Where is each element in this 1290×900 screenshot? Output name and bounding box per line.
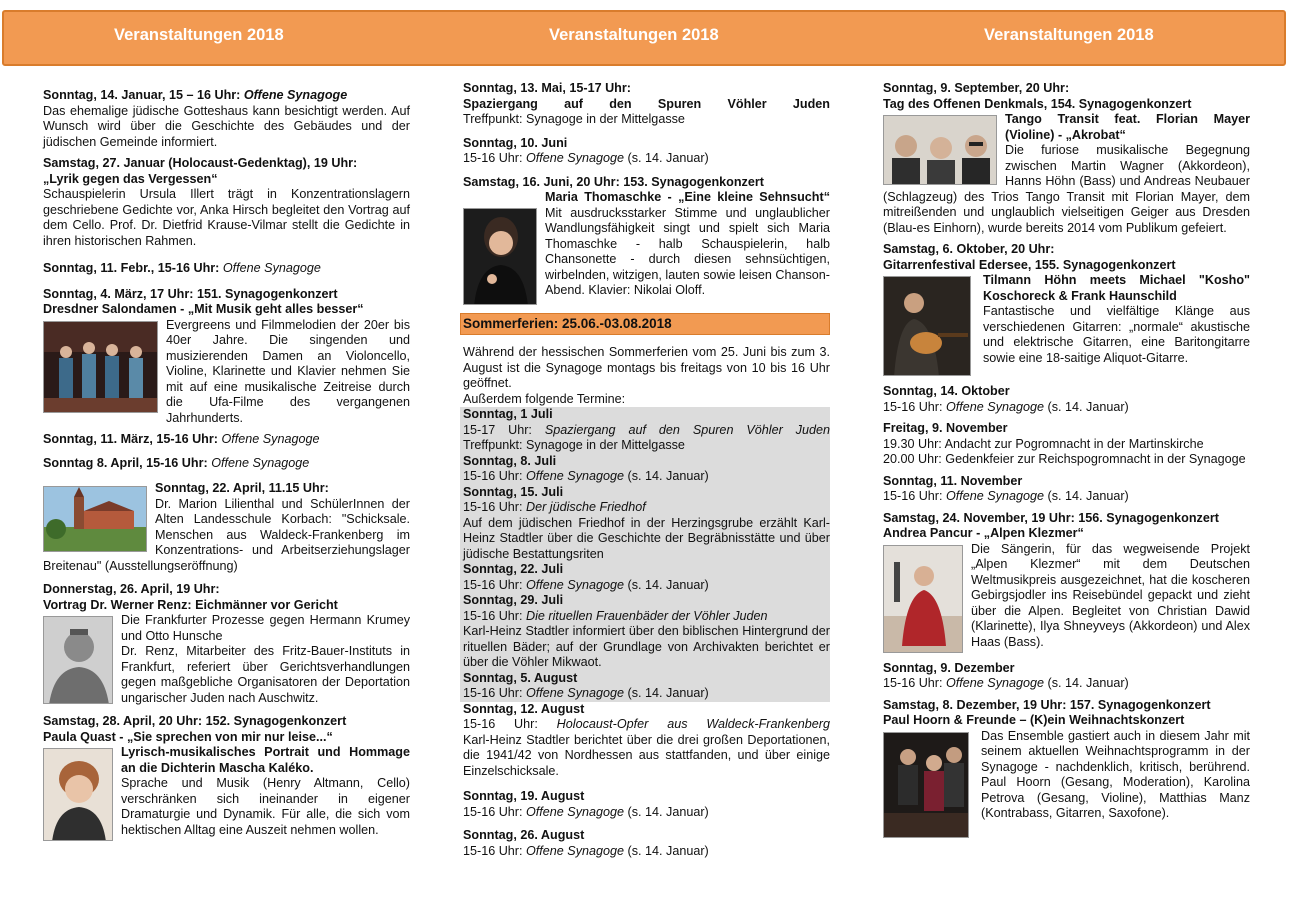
event-title: Der jüdische Friedhof (526, 500, 646, 514)
event-heading: Sonntag, 8. Juli (463, 453, 557, 468)
event-heading: Sonntag, 15. Juli (463, 484, 564, 499)
event-title: Tag des Offenen Denkmals, 154. Synagogenkonzert (883, 96, 1192, 111)
event-feb-11 (43, 261, 410, 277)
event-time: 15-16 Uhr: (463, 500, 526, 514)
event-time: 15-16 Uhr: (883, 399, 946, 414)
event-subtitle: Tilmann Höhn meets Michael "Kosho" Koschoreck & Frank Haunschild (983, 273, 1250, 303)
event-dec-8 (883, 698, 1250, 840)
event-description: 19.30 Uhr: Andacht zur Pogromnacht in der Martinskirche 20.00 Uhr: Gedenkfeier zur Reichspogromnacht in der Synagoge (883, 436, 1246, 466)
event-title: Offene Synagoge (526, 843, 625, 858)
event-title: Paul Hoorn & Freunde – (K)ein Weihnachtskonzert (883, 713, 1185, 727)
event-note: (s. 14. Januar) (1044, 489, 1129, 503)
event-time: 15-16 Uhr: (463, 608, 526, 623)
event-description: Die Frankfurter Prozesse gegen Hermann Krumey und Otto Hunsche Dr. Renz, Mitarbeiter des Fritz-Bauer-Instituts in Frankfurt, referiert über Gerichtsverhandlungen gegen maßgebliche Organisatoren der Deportation ungarischer Juden nach Auschwitz. (121, 613, 410, 705)
event-time: 15-16 Uhr: (463, 469, 526, 483)
event-note: (s. 14. Januar) (624, 151, 709, 165)
event-description: Das Ensemble gastiert auch in diesem Jahr mit seinem aktuellen Weihnachtsprogramm in der Synagoge - nachdenklich, kritisch, berührend. Paul Hoorn (Gesang, Moderation), Karolina Petrova (Gesang, Violine), Matthias Manz (Kontrabass, Gitarren, Saxofone). (981, 728, 1250, 820)
andrea-pancur-photo (883, 545, 963, 653)
event-title: Paula Quast - „Sie sprechen von mir nur leise...“ (43, 729, 333, 744)
event-heading: Sonntag, 11. März, 15-16 Uhr: (43, 432, 222, 446)
event-oct-14 (883, 384, 1250, 415)
event-description: Die Sängerin, für das wegweisende Projekt „Alpen Klezmer“ mit dem Deutschen Weltmusikpreis ausgezeichnet, hat die koscheren Gebirgsjodler ins Reisebündel gepackt und zieht über die Alpen. Begleitet von Christian Dawid (Klarinette), Ilya Shneyveys (Akkordeon) und Alex Haas (Bass). (971, 541, 1250, 649)
event-description: Karl-Heinz Stadtler informiert über den biblischen Hintergrund der rituellen Bäder; auf der Grundlage von Archivakten berichtet er über die Vöhler Mikwaot. (463, 624, 830, 669)
event-description: Dr. Marion Lilienthal und SchülerInnen der Alten Landesschule Korbach: "Schicksale. Menschen aus Waldeck-Frankenberg im Konzentrations- und Arbeitserziehungslager Breitenau" (Ausstellungseröffnung) (43, 496, 410, 573)
event-title: Dresdner Salondamen - „Mit Musik geht alles besser“ (43, 302, 364, 316)
event-jan-14 (43, 88, 410, 150)
event-title: Offene Synagoge (211, 455, 310, 470)
column-2 (463, 81, 830, 865)
event-heading: Sonntag, 13. Mai, 15-17 Uhr: (463, 81, 631, 95)
event-description: Das ehemalige jüdische Gotteshaus kann besichtigt werden. Auf Wunsch wird über die Geschichte des Gebäudes und der jüdischen Gemeinde informiert. (43, 103, 410, 149)
event-title: Die rituellen Frauenbäder der Vöhler Juden (526, 608, 768, 623)
event-jun-16 (463, 175, 830, 308)
event-heading: Sonntag, 22. April, 11.15 Uhr: (155, 481, 329, 495)
event-dec-9 (883, 661, 1250, 692)
event-description: Treffpunkt: Synagoge in der Mittelgasse (463, 112, 685, 126)
event-title: Offene Synagoge (526, 151, 625, 165)
event-heading: Freitag, 9. November (883, 421, 1008, 435)
event-note: (s. 14. Januar) (624, 686, 709, 700)
event-description: Schauspielerin Ursula Illert trägt in Konzentrationslagern geschriebene Gedichte vor, Anka Hirsch begleitet den Vortrag auf dem Cello. Prof. Dr. Dietfrid Krause-Vilmar stellt die Gedichte in ihren historischen Rahmen. (43, 187, 410, 248)
event-heading: Sonntag, 11. Febr., 15-16 Uhr: (43, 261, 223, 275)
event-heading: Sonntag, 12. August (463, 701, 585, 716)
event-note: (s. 14. Januar) (624, 843, 709, 858)
paul-hoorn-photo (883, 732, 969, 838)
event-heading: Sonntag, 19. August (463, 789, 585, 803)
event-heading: Sonntag, 26. August (463, 828, 585, 842)
event-jun-10 (463, 136, 830, 167)
event-title: Offene Synagoge (526, 469, 625, 483)
event-heading: Samstag, 16. Juni, 20 Uhr: 153. Synagogenkonzert (463, 174, 764, 189)
landesschule-photo (43, 486, 147, 552)
event-heading: Sonntag 8. April, 15-16 Uhr: (43, 455, 212, 470)
header-title-col1: Veranstaltungen 2018 (114, 26, 284, 44)
event-title: Offene Synagoge (526, 804, 625, 819)
event-note: (s. 14. Januar) (624, 469, 709, 483)
column-3 (883, 81, 1250, 846)
event-heading: Sonntag, 9. Dezember (883, 660, 1015, 675)
event-description: Karl-Heinz Stadtler berichtet über die drei großen Deportationen, die 1941/42 von Nordhessen aus stattfanden, und über einige Einzelschicksale. (463, 732, 830, 778)
event-description: Fantastische und vielfältige Klänge aus verschiedenen Gitarren: „normale“ akustische und elektrische Gitarren, eine Baritongitarre sowie eine 18-saitige Aliquot-Gitarre. (983, 304, 1250, 365)
event-heading: Donnerstag, 26. April, 19 Uhr: (43, 582, 220, 596)
event-heading: Sonntag, 4. März, 17 Uhr: 151. Synagogenkonzert (43, 286, 338, 301)
event-subtitle: Lyrisch-musikalisches Portrait und Hommage an die Dichterin Mascha Kaléko. (121, 745, 410, 775)
summer-holidays-banner: Sommerferien: 25.06.-03.08.2018 (460, 313, 830, 335)
event-description: Evergreens und Filmmelodien der 20er bis 40er Jahre. Die singenden und musizierenden Damen an Violoncello, Violine, Klarinette und Klavier nehmen Sie mit auf eine musikalische Zeitreise durch die Ufa-Filme des vergangenen Jahrhunderts. (166, 317, 410, 425)
summer-more-label: Außerdem folgende Termine: (463, 391, 626, 406)
event-oct-6 (883, 242, 1250, 378)
event-nov-24 (883, 511, 1250, 655)
event-apr-22 (43, 481, 410, 574)
event-jan-27 (43, 156, 410, 249)
event-sep-9 (883, 81, 1250, 236)
event-title: Holocaust-Opfer aus Waldeck-Frankenberg (556, 717, 830, 731)
maria-thomaschke-photo (463, 208, 537, 305)
event-time: 15-16 Uhr: (883, 676, 946, 690)
event-title: Offene Synagoge (526, 686, 625, 700)
event-note: (s. 14. Januar) (624, 804, 709, 819)
event-title: Offene Synagoge (946, 399, 1045, 414)
event-title: Offene Synagoge (222, 261, 321, 275)
event-may-13 (463, 81, 830, 128)
event-title: Offene Synagoge (221, 432, 320, 446)
event-heading: Sonntag, 14. Januar, 15 – 16 Uhr: (43, 88, 244, 102)
event-title: Vortrag Dr. Werner Renz: Eichmänner vor Gericht (43, 597, 338, 612)
event-time: 15-16 Uhr: (463, 151, 526, 165)
event-title: Offene Synagoge (946, 489, 1045, 503)
renz-portrait-photo (43, 616, 113, 704)
event-mar-11 (43, 432, 410, 448)
event-heading: Sonntag, 29. Juli (463, 593, 564, 607)
event-heading: Samstag, 28. April, 20 Uhr: 152. Synagogenkonzert (43, 714, 347, 728)
event-heading: Sonntag, 9. September, 20 Uhr: (883, 81, 1070, 95)
event-note: (s. 14. Januar) (1044, 676, 1129, 690)
event-apr-28 (43, 714, 410, 843)
event-title: Offene Synagoge (526, 577, 625, 592)
event-heading: Samstag, 6. Oktober, 20 Uhr: (883, 242, 1055, 256)
event-description: Mit ausdrucksstarker Stimme und unglaublicher Wandlungsfähigkeit singt und spielt sich Maria Thomaschke - halb Schauspielerin, halb Chansonette - durch diesen sehnsüchtigen, wirbelnden, witzigen, lauten sowie leisen Chanson-Abend. Klavier: Nikolai Oloff. (545, 205, 830, 297)
event-heading: Sonntag, 22. Juli (463, 562, 564, 576)
event-heading: Sonntag, 10. Juni (463, 135, 568, 150)
event-title: Spaziergang auf den Spuren Vöhler Juden (463, 96, 830, 111)
guitar-photo (883, 276, 971, 376)
event-time: 15-16 Uhr: (463, 577, 526, 592)
summer-events-block (460, 407, 830, 702)
event-heading: Sonntag, 11. November (883, 473, 1023, 488)
event-description: Sprache und Musik (Henry Altmann, Cello) verschränken sich ineinander in eigener Dramaturgie und Dynamik. Für alle, die sich vom hektischen Alltag eine Auszeit nehmen wollen. (121, 776, 410, 837)
event-heading: Sonntag, 14. Oktober (883, 384, 1010, 398)
event-apr-26 (43, 582, 410, 706)
event-description: Die furiose musikalische Begegnung zwischen Martin Wagner (Akkordeon), Hanns Höhn (Bass) und Andreas Neubauer (Schlagzeug) des Trios Tango Transit mit Florian Mayer, dem mitreißenden und unglaublich vielseitigen Geiger aus Dresden (Blau-es Einhorn), wurde bereits 2014 vom Publikum gefeiert. (883, 143, 1250, 235)
tango-transit-photo (883, 115, 997, 185)
event-time: 15-17 Uhr: (463, 422, 545, 437)
event-heading: Samstag, 27. Januar (Holocaust-Gedenktag), 19 Uhr: (43, 156, 358, 170)
event-apr-8 (43, 456, 410, 472)
event-time: 15-16 Uhr: (463, 717, 557, 731)
event-time: 15-16 Uhr: (463, 804, 526, 819)
event-heading: Samstag, 24. November, 19 Uhr: 156. Synagogenkonzert (883, 510, 1219, 525)
header-title-col3: Veranstaltungen 2018 (984, 26, 1154, 44)
event-aug-12 (463, 702, 830, 780)
event-description: Treffpunkt: Synagoge in der Mittelgasse (463, 438, 685, 452)
event-title: Offene Synagoge (946, 676, 1045, 690)
event-title: Offene Synagoge (243, 88, 348, 102)
event-note: (s. 14. Januar) (624, 577, 709, 592)
event-subtitle: Tango Transit feat. Florian Mayer (Violine) - „Akrobat“ (1005, 112, 1250, 142)
event-aug-19 (463, 789, 830, 820)
event-heading: Samstag, 8. Dezember, 19 Uhr: 157. Synagogenkonzert (883, 697, 1211, 712)
event-title: Maria Thomaschke - „Eine kleine Sehnsucht“ (545, 190, 830, 204)
header-title-col2: Veranstaltungen 2018 (549, 26, 719, 44)
column-1 (43, 88, 410, 849)
summer-description: Während der hessischen Sommerferien vom 25. Juni bis zum 3. August ist die Synagoge montags bis freitags von 10 bis 16 Uhr geöffnet. (463, 345, 830, 390)
event-time: 15-16 Uhr: (463, 843, 526, 858)
event-aug-26 (463, 828, 830, 859)
event-note: (s. 14. Januar) (1044, 399, 1129, 414)
event-mar-4 (43, 287, 410, 427)
event-description: Auf dem jüdischen Friedhof in der Herzingsgrube erzählt Karl-Heinz Stadtler über die Geschichte der Begräbnisstätte und über jüdische Bestattungsriten (463, 515, 830, 561)
paula-quast-photo (43, 748, 113, 841)
event-nov-9 (883, 421, 1250, 468)
event-title: „Lyrik gegen das Vergessen“ (43, 171, 218, 186)
salondamen-photo (43, 321, 158, 413)
event-heading: Sonntag, 5. August (463, 670, 578, 685)
event-title: Spaziergang auf den Spuren Vöhler Juden (544, 422, 830, 437)
event-time: 15-16 Uhr: (463, 686, 526, 700)
event-nov-11 (883, 474, 1250, 505)
event-heading: Sonntag, 1 Juli (463, 407, 553, 421)
event-title: Gitarrenfestival Edersee, 155. Synagogenkonzert (883, 257, 1176, 272)
event-title: Andrea Pancur - „Alpen Klezmer“ (883, 526, 1084, 540)
event-time: 15-16 Uhr: (883, 489, 946, 503)
header-banner (2, 10, 1286, 66)
